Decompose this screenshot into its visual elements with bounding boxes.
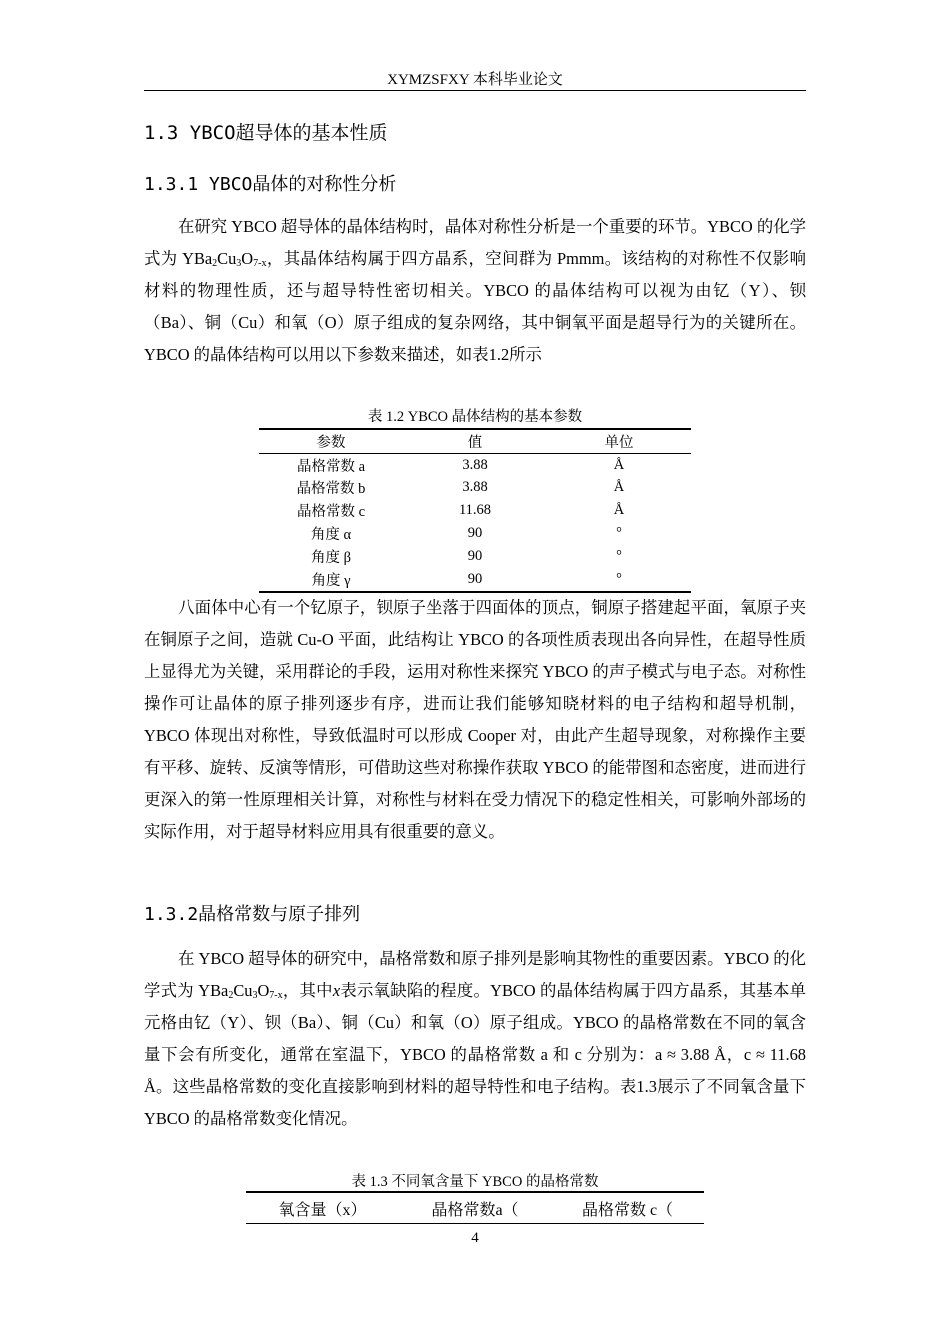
table-header-row	[259, 429, 691, 453]
table-cell: 90	[467, 570, 483, 587]
header-rule	[144, 90, 806, 91]
table-cell: °	[616, 570, 622, 587]
table-row	[259, 568, 691, 592]
para3-text-5: 表示氧缺陷的程度。YBCO 的晶体结构属于四方晶系，其基本单元格由钇（Y）、钡（Ba）、铜（Cu）和氧（O）原子组成。YBCO 的晶格常数在不同的氧含量下会有所变化，通常在室温下，YBCO 的晶格常数 a 和 c 分别为：a ≈ 3.88 Å，c ≈ 11.68 Å。这些晶格常数的变化直接影响到材料的超导特性和电子结构。表1.3展示了不同氧含量下 YBCO 的晶格常数变化情况。	[144, 981, 806, 1128]
page-number: 4	[471, 1230, 479, 1246]
para1-text-1: 在研究 YBCO 超导体的晶体结构时，晶体对称性分析是一个重要的环节。YBCO 的化学式为 YBa	[144, 217, 806, 268]
table-cell: Å	[613, 502, 625, 519]
para1-sub-2: 3	[236, 258, 242, 269]
para3-sub-2: 3	[252, 990, 258, 1001]
table-cell: 晶格常数 a	[296, 458, 366, 475]
para3-text-2: Cu	[233, 981, 253, 1000]
table-row	[259, 545, 691, 568]
table-1-3	[246, 1191, 704, 1224]
para3-sub-1: 2	[228, 990, 234, 1001]
table-row	[259, 453, 691, 476]
table-cell: 3.88	[462, 479, 488, 496]
paragraph-lattice	[144, 943, 806, 1135]
paragraph-structure	[144, 592, 806, 848]
table-cell: 晶格常数 b	[296, 481, 366, 498]
table-cell: 11.68	[458, 502, 492, 519]
para3-text-4: ，其中	[282, 981, 333, 1000]
table-cell: 3.88	[462, 456, 488, 473]
para1-text-4: ，其晶体结构属于四方晶系，空间群为 Pmmm。该结构的对称性不仅影响材料的物理性质，还与超导特性密切相关。YBCO 的晶体结构可以视为由钇（Y）、钡（Ba）、铜（Cu）和氧（O）原子组成的复杂网络，其中铜氧平面是超导行为的关键所在。YBCO 的晶体结构可以用以下参数来描述，如表1.2所示	[144, 249, 806, 364]
table-1-3-caption: 表 1.3 不同氧含量下 YBCO 的晶格常数	[351, 1174, 599, 1190]
table-cell: 角度 α	[310, 527, 352, 544]
table-header-param: 参数	[259, 429, 403, 453]
subsection-title-lattice: 1.3.2晶格常数与原子排列	[144, 904, 361, 925]
table-header-row	[246, 1192, 704, 1224]
para1-text-3: O	[241, 249, 254, 268]
table-row	[259, 522, 691, 545]
para3-sub-3: 7-x	[269, 990, 283, 1001]
table-cell: 角度 γ	[311, 572, 351, 589]
para1-sub-3: 7-x	[253, 258, 267, 269]
table-row	[259, 477, 691, 500]
table-cell: Å	[613, 456, 625, 473]
para3-variable-x: x	[332, 981, 341, 1000]
table-header-value: 值	[403, 429, 547, 453]
table-header-oxygen: 氧含量（x）	[246, 1192, 399, 1224]
table-cell: °	[616, 547, 622, 564]
para3-text-3: O	[257, 981, 270, 1000]
running-header: XYMZSFXY 本科毕业论文	[387, 72, 563, 88]
table-header-lattice-c: 晶格常数 c（	[551, 1192, 704, 1224]
para3-text-1: 在 YBCO 超导体的研究中，晶格常数和原子排列是影响其物性的重要因素。YBCO 的化学式为 YBa	[144, 949, 806, 1000]
para1-sub-1: 2	[212, 258, 218, 269]
table-cell: 角度 β	[310, 549, 351, 566]
table-row	[259, 499, 691, 522]
table-cell: 90	[467, 547, 483, 564]
table-1-2-caption: 表 1.2 YBCO 晶体结构的基本参数	[367, 409, 583, 425]
table-cell: Å	[613, 479, 625, 496]
para1-text-2: Cu	[217, 249, 237, 268]
paragraph-symmetry	[144, 211, 806, 371]
subsection-title-symmetry: 1.3.1 YBCO晶体的对称性分析	[144, 174, 397, 195]
table-header-lattice-a: 晶格常数a（	[399, 1192, 551, 1224]
table-header-unit: 单位	[547, 429, 691, 453]
section-title: 1.3 YBCO超导体的基本性质	[144, 122, 388, 144]
table-1-2	[259, 428, 691, 593]
table-cell: °	[616, 525, 622, 542]
para2-text: 八面体中心有一个钇原子，钡原子坐落于四面体的顶点，铜原子搭建起平面，氧原子夹在铜原子之间，造就 Cu-O 平面，此结构让 YBCO 的各项性质表现出各向异性，在超导性质上显得尤为关键，采用群论的手段，运用对称性来探究 YBCO 的声子模式与电子态。对称性操作可让晶体的原子排列逐步有序，进而让我们能够知晓材料的电子结构和超导机制，YBCO 体现出对称性，导致低温时可以形成 Cooper 对，由此产生超导现象，对称操作主要有平移、旋转、反演等情形，可借助这些对称操作获取 YBCO 的能带图和态密度，进而进行更深入的第一性原理相关计算，对称性与材料在受力情况下的稳定性相关，可影响外部场的实际作用，对于超导材料应用具有很重要的意义。	[144, 598, 806, 841]
table-cell: 90	[467, 525, 483, 542]
table-cell: 晶格常数 c	[296, 504, 366, 521]
